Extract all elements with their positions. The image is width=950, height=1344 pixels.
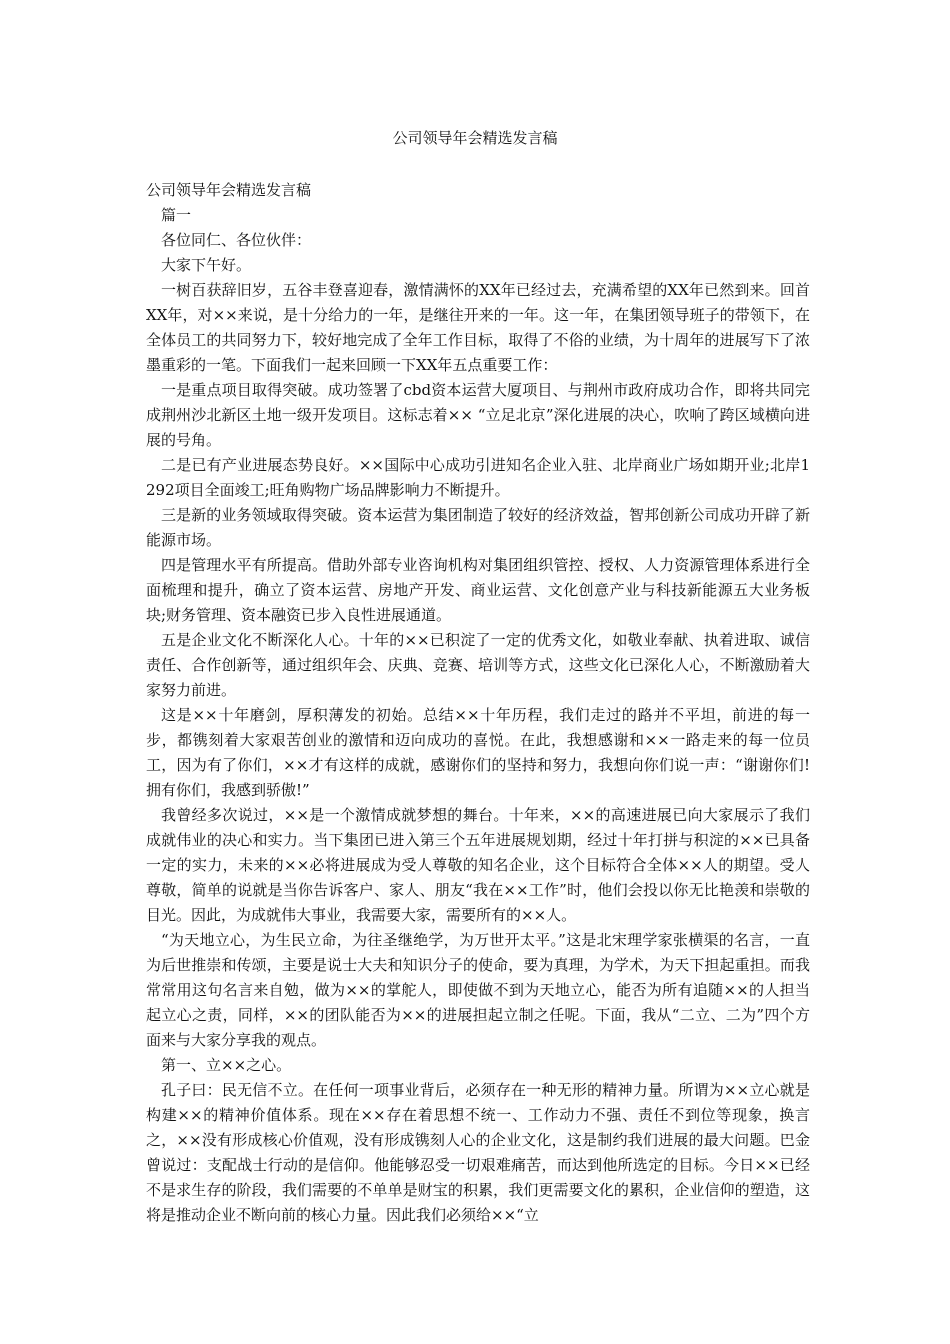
paragraph: 孔子曰：民无信不立。在任何一项事业背后，必须存在一种无形的精神力量。所谓为××立心就是构建××的精神价值体系。现在××存在着思想不统一、工作动力不强、责任不到位等现象，换言之，××没有形成核心价值观，没有形成镌刻人心的企业文化，这是制约我们进展的最大问题。巴金曾说过：支配战士行动的是信仰。他能够忍受一切艰难痛苦，而达到他所选定的目标。今日××已经不是求生存的阶段，我们需要的不单单是财宝的积累，我们更需要文化的累积，企业信仰的塑造，这将是推动企业不断向前的核心力量。因此我们必须给××“立 [146, 1081, 810, 1224]
paragraph: “为天地立心，为生民立命，为往圣继绝学，为万世开太平。”这是北宋理学家张横渠的名言，一直为后世推崇和传颂，主要是说士大夫和知识分子的使命，要为真理，为学术，为天下担起重担。而我常常用这句名言来自勉，做为××的掌舵人，即使做不到为天地立心，能否为所有追随××的人担当起立心之责，同样，××的团队能否为××的进展担起立制之任呢。下面，我从“二立、二为”四个方面来与大家分享我的观点。 [146, 931, 810, 1049]
paragraph: 二是已有产业进展态势良好。××国际中心成功引进知名企业入驻、北岸商业广场如期开业;北岸1292项目全面竣工;旺角购物广场品牌影响力不断提升。 [146, 456, 810, 499]
paragraph: 篇一 [161, 206, 192, 224]
paragraph: 这是××十年磨剑，厚积薄发的初始。总结××十年历程，我们走过的路并不平坦，前进的每一步，都镌刻着大家艰苦创业的激情和迈向成功的喜悦。在此，我想感谢和××一路走来的每一位员工，因为有了你们，××才有这样的成就，感谢你们的坚持和努力，我想向你们说一声：“谢谢你们!拥有你们，我感到骄傲!” [146, 706, 810, 799]
paragraph: 一树百获辞旧岁，五谷丰登喜迎春，激情满怀的XX年已经过去，充满希望的XX年已然到来。回首XX年，对××来说，是十分给力的一年，是继往开来的一年。这一年，在集团领导班子的带领下，在全体员工的共同努力下，较好地完成了全年工作目标，取得了不俗的业绩，为十周年的进展写下了浓墨重彩的一笔。下面我们一起来回顾一下XX年五点重要工作： [146, 281, 810, 374]
document-title: 公司领导年会精选发言稿 [392, 129, 558, 147]
document-subtitle: 公司领导年会精选发言稿 [146, 181, 312, 199]
paragraph: 大家下午好。 [161, 256, 252, 274]
paragraph: 一是重点项目取得突破。成功签署了cbd资本运营大厦项目、与荆州市政府成功合作，即将共同完成荆州沙北新区土地一级开发项目。这标志着×× “立足北京”深化进展的决心，吹响了跨区域横向进展的号角。 [146, 381, 810, 449]
document-body [146, 178, 810, 1228]
paragraph: 各位同仁、各位伙伴： [161, 231, 312, 249]
paragraph: 五是企业文化不断深化人心。十年的××已积淀了一定的优秀文化，如敬业奉献、执着进取、诚信责任、合作创新等，通过组织年会、庆典、竞赛、培训等方式，这些文化已深化人心，不断激励着大家努力前进。 [146, 631, 810, 699]
paragraph: 三是新的业务领域取得突破。资本运营为集团制造了较好的经济效益，智邦创新公司成功开辟了新能源市场。 [146, 506, 810, 549]
paragraph: 我曾经多次说过，××是一个激情成就梦想的舞台。十年来，××的高速进展已向大家展示了我们成就伟业的决心和实力。当下集团已进入第三个五年进展规划期，经过十年打拼与积淀的××已具备一定的实力，未来的××必将进展成为受人尊敬的知名企业，这个目标符合全体××人的期望。受人尊敬，简单的说就是当你告诉客户、家人、朋友“我在××工作”时，他们会投以你无比艳羡和崇敬的目光。因此，为成就伟大事业，我需要大家，需要所有的××人。 [146, 806, 810, 924]
paragraph: 第一、立××之心。 [161, 1056, 292, 1074]
paragraph: 四是管理水平有所提高。借助外部专业咨询机构对集团组织管控、授权、人力资源管理体系进行全面梳理和提升，确立了资本运营、房地产开发、商业运营、文化创意产业与科技新能源五大业务板块;财务管理、资本融资已步入良性进展通道。 [146, 556, 810, 624]
